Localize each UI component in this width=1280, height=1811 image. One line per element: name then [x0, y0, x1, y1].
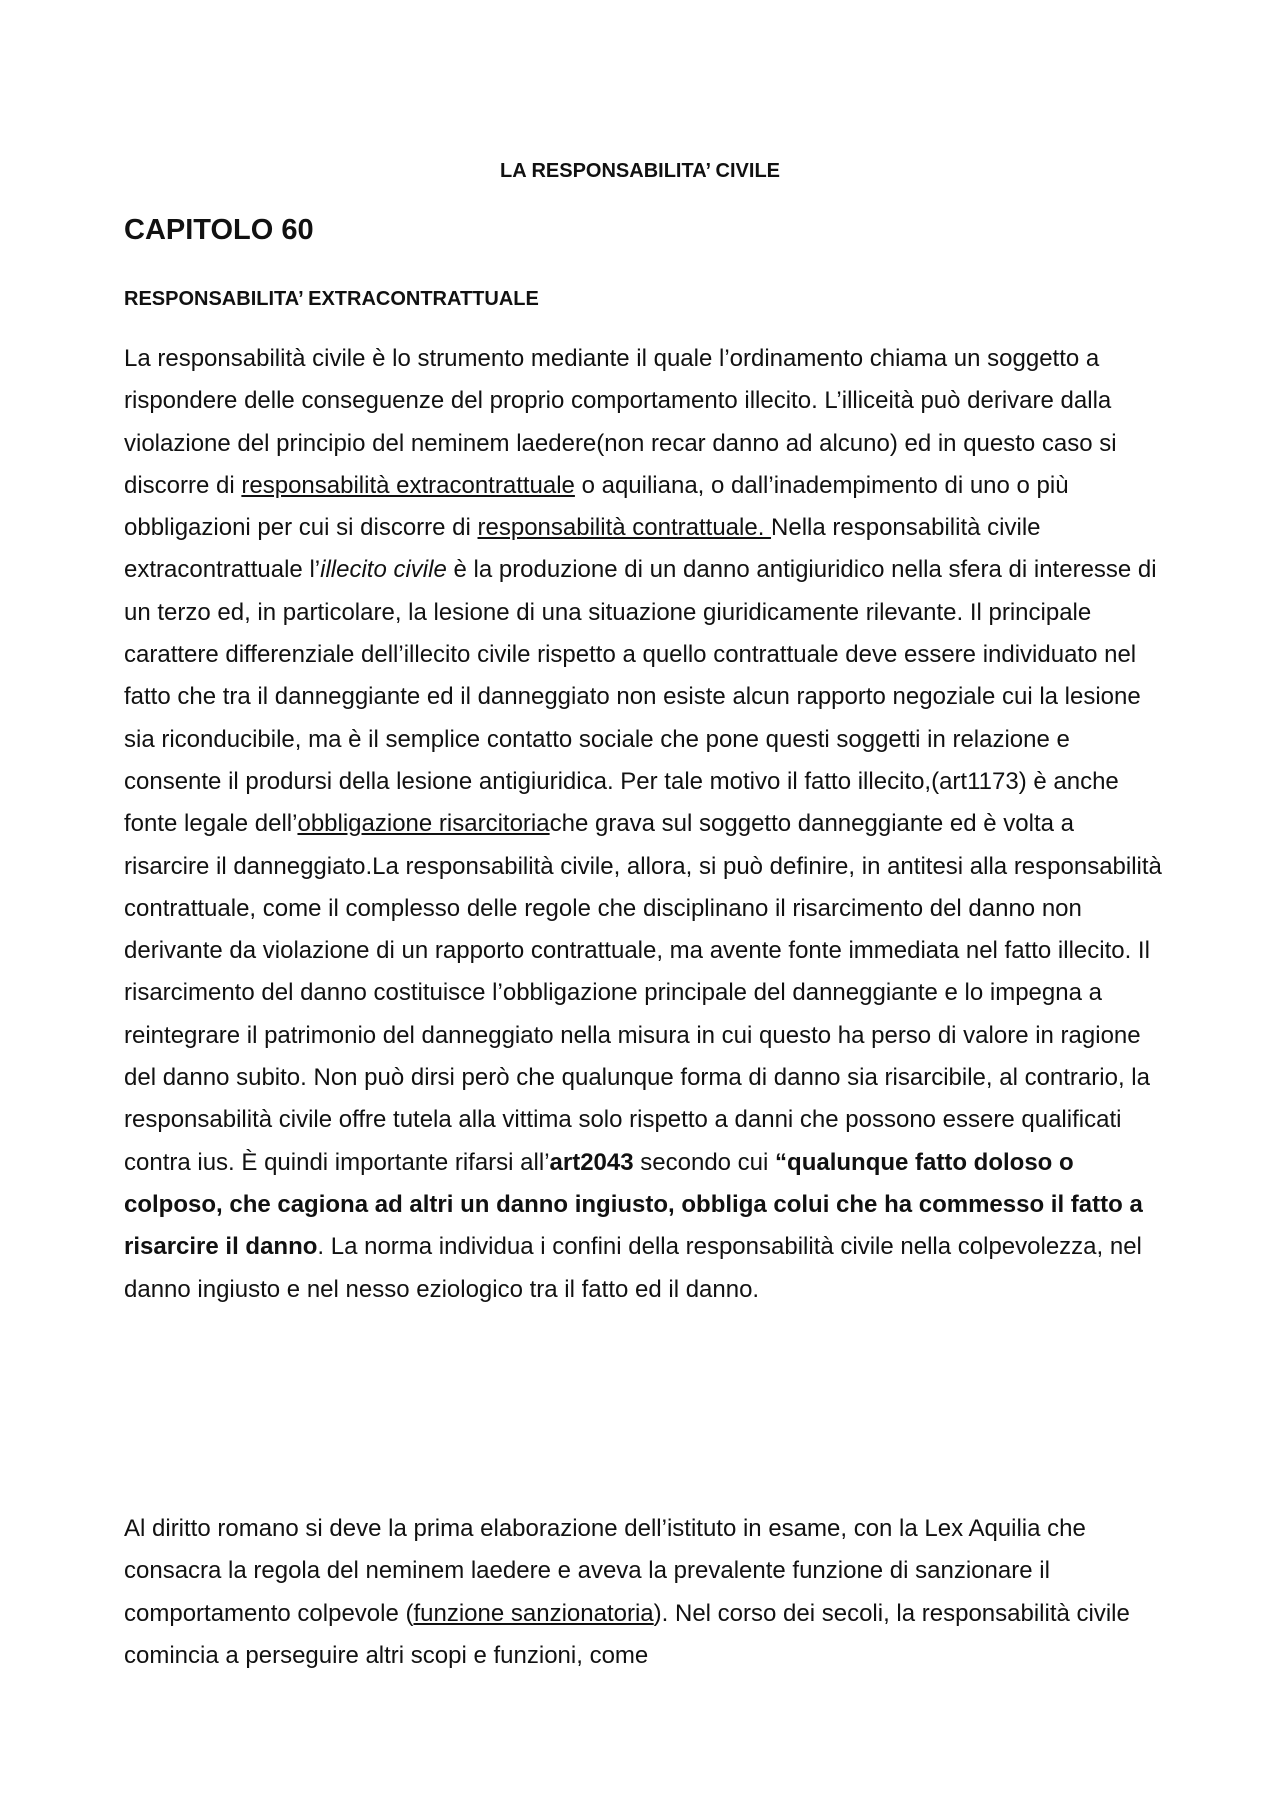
underlined-term: funzione sanzionatoria: [413, 1599, 654, 1627]
paragraph-1: La responsabilità civile è lo strumento mediante il quale l’ordinamento chiama un soggetto a rispondere delle conseguenze del proprio comportamento illecito. L’illiceità può derivare dalla violazione del principio del neminem laedere(non recar danno ad alcuno) ed in questo caso si discorre di responsabilità extracontrattuale o aquiliana, o dall’inadempimento di uno o più obbligazioni per cui si discorre di responsabilità contrattuale. Nella responsabilità civile extracontrattuale l’illecito civile è la produzione di un danno antigiuridico nella sfera di interesse di un terzo ed, in particolare, la lesione di una situazione giuridicamente rilevante. Il principale carattere differenziale dell’illecito civile rispetto a quello contrattuale deve essere individuato nel fatto che tra il danneggiante ed il danneggiato non esiste alcun rapporto negoziale cui la lesione sia riconducibile, ma è il semplice contatto sociale che pone questi soggetti in relazione e consente il prodursi della lesione antigiuridica. Per tale motivo il fatto illecito,(art1173) è anche fonte legale dell’obbligazione risarcitoriache grava sul soggetto danneggiante ed è volta a risarcire il danneggiato.La responsabilità civile, allora, si può definire, in antitesi alla responsabilità contrattuale, come il complesso delle regole che disciplinano il risarcimento del danno non derivante da violazione di un rapporto contrattuale, ma avente fonte immediata nel fatto illecito. Il risarcimento del danno costituisce l’obbligazione principale del danneggiante e lo impegna a reintegrare il patrimonio del danneggiato nella misura in cui questo ha perso di valore in ragione del danno subito. Non può dirsi però che qualunque forma di danno sia risarcibile, al contrario, la responsabilità civile offre tutela alla vittima solo rispetto a danni che possono essere qualificati contra ius. È quindi importante rifarsi all’art2043 secondo cui “qualunque fatto doloso o colposo, che cagiona ad altri un danno ingiusto, obbliga colui che ha commesso il fatto a risarcire il danno. La norma individua i confini della responsabilità civile nella colpevolezza, nel danno ingiusto e nel nesso eziologico tra il fatto ed il danno.: [124, 345, 1162, 1303]
document-title: LA RESPONSABILITA’ CIVILE: [499, 160, 781, 182]
bold-quote: “qualunque fatto doloso o colposo, che cagiona ad altri un danno ingiusto, obbliga colui che ha commesso il fatto a risarcire il danno: [124, 1148, 1143, 1261]
underlined-term: obbligazione risarcitoria: [297, 810, 550, 838]
italic-term: illecito civile: [320, 556, 447, 584]
bold-article: art2043: [549, 1148, 634, 1176]
chapter-heading: CAPITOLO 60: [124, 214, 314, 246]
section-heading: RESPONSABILITA’ EXTRACONTRATTUALE: [124, 288, 539, 310]
underlined-term: responsabilità contrattuale.: [477, 514, 772, 542]
paragraph-2: Al diritto romano si deve la prima elaborazione dell’istituto in esame, con la Lex Aquilia che consacra la regola del neminem laedere e aveva la prevalente funzione di sanzionare il comportamento colpevole (funzione sanzionatoria). Nel corso dei secoli, la responsabilità civile comincia a perseguire altri scopi e funzioni, come: [124, 1515, 1130, 1669]
underlined-term: responsabilità extracontrattuale: [241, 471, 575, 499]
